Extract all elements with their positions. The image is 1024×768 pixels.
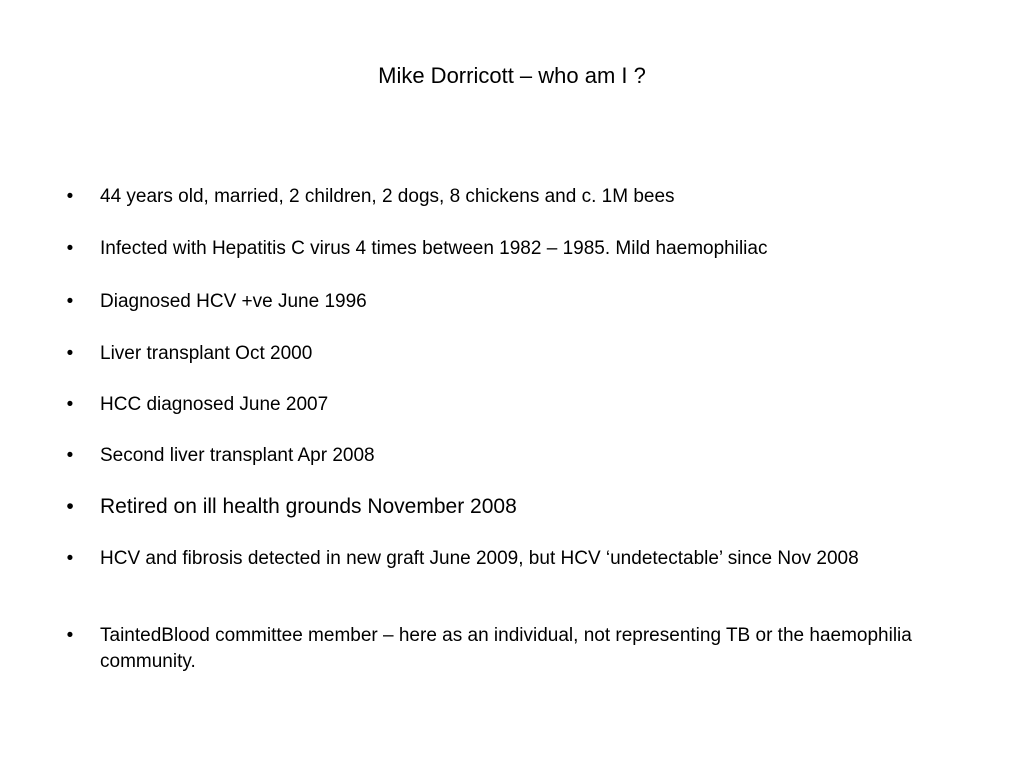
bullet-dot-icon: • — [66, 186, 74, 207]
bullet-text: HCC diagnosed June 2007 — [100, 394, 329, 415]
bullet-item-diagnosis — [60, 289, 940, 315]
bullet-item-second-transplant — [60, 443, 940, 469]
bullet-dot-icon: • — [66, 445, 74, 466]
bullet-dot-icon: • — [66, 495, 74, 518]
bullet-text: Infected with Hepatitis C virus 4 times between 1982 – 1985. Mild haemophiliac — [100, 238, 768, 259]
bullet-item-fibrosis — [60, 546, 940, 572]
bullet-text: 44 years old, married, 2 children, 2 dogs, 8 chickens and c. 1M bees — [100, 186, 675, 207]
bullet-text: HCV and fibrosis detected in new graft June 2009, but HCV ‘undetectable’ since Nov 2008 — [100, 548, 859, 569]
bullet-item-infection — [60, 236, 940, 262]
bullet-text: TaintedBlood committee member – here as an individual, not representing TB or the haemophilia community. — [100, 625, 912, 672]
bullet-item-retired — [60, 494, 940, 520]
bullet-item-hcc — [60, 392, 940, 418]
bullet-dot-icon: • — [66, 625, 74, 646]
bullet-text: Liver transplant Oct 2000 — [100, 343, 313, 364]
bullet-text: Diagnosed HCV +ve June 1996 — [100, 291, 367, 312]
bullet-dot-icon: • — [66, 343, 74, 364]
bullet-dot-icon: • — [66, 291, 74, 312]
bullet-item-first-transplant — [60, 341, 940, 367]
bullet-dot-icon: • — [66, 238, 74, 259]
bullet-item-age-family — [60, 184, 940, 210]
bullet-text: Retired on ill health grounds November 2008 — [100, 495, 517, 518]
bullet-item-taintedblood — [60, 623, 940, 675]
slide-title: Mike Dorricott – who am I ? — [378, 63, 646, 88]
bullet-text: Second liver transplant Apr 2008 — [100, 445, 375, 466]
bullet-dot-icon: • — [66, 394, 74, 415]
bullet-dot-icon: • — [66, 548, 74, 569]
